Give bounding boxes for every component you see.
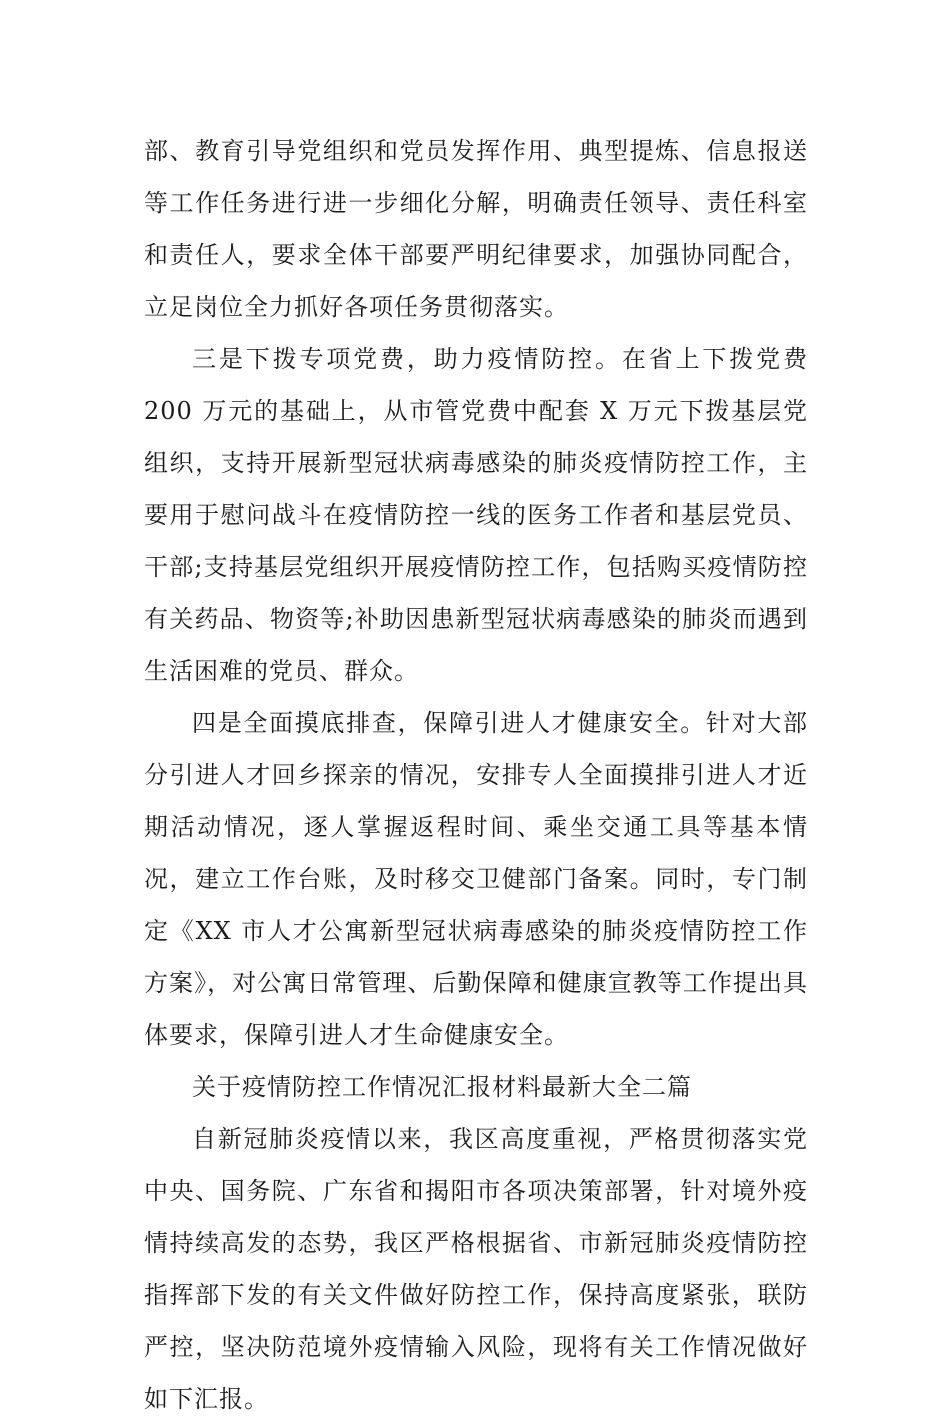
- paragraph-special-party-fees: 三是下拨专项党费，助力疫情防控。在省上下拨党费 200 万元的基础上，从市管党费中配套 X 万元下拨基层党组织，支持开展新型冠状病毒感染的肺炎疫情防控工作，主要用于慰问战斗在疫情防控一线的医务工作者和基层党员、干部;支持基层党组织开展疫情防控工作，包括购买疫情防控有关药品、物资等;补助因患新型冠状病毒感染的肺炎而遇到生活困难的党员、群众。: [144, 345, 808, 685]
- paragraph-talent-screening: 四是全面摸底排查，保障引进人才健康安全。针对大部分引进人才回乡探亲的情况，安排专人全面摸排引进人才近期活动情况，逐人掌握返程时间、乘坐交通工具等基本情况，建立工作台账，及时移交卫健部门备案。同时，专门制定《XX 市人才公寓新型冠状病毒感染的肺炎疫情防控工作方案》，对公寓日常管理、后勤保障和健康宣教等工作提出具体要求，保障引进人才生命健康安全。: [144, 709, 808, 1049]
- section-title: 关于疫情防控工作情况汇报材料最新大全二篇: [192, 1073, 692, 1101]
- document-body: [144, 125, 808, 1425]
- paragraph-continuation: 部、教育引导党组织和党员发挥作用、典型提炼、信息报送等工作任务进行进一步细化分解，明确责任领导、责任科室和责任人，要求全体干部要严明纪律要求，加强协同配合，立足岗位全力抓好各项任务贯彻落实。: [144, 137, 808, 321]
- paragraph-district-report: 自新冠肺炎疫情以来，我区高度重视，严格贯彻落实党中央、国务院、广东省和揭阳市各项决策部署，针对境外疫情持续高发的态势，我区严格根据省、市新冠肺炎疫情防控指挥部下发的有关文件做好防控工作，保持高度紧张，联防严控，坚决防范境外疫情输入风险，现将有关工作情况做好如下汇报。: [144, 1125, 808, 1413]
